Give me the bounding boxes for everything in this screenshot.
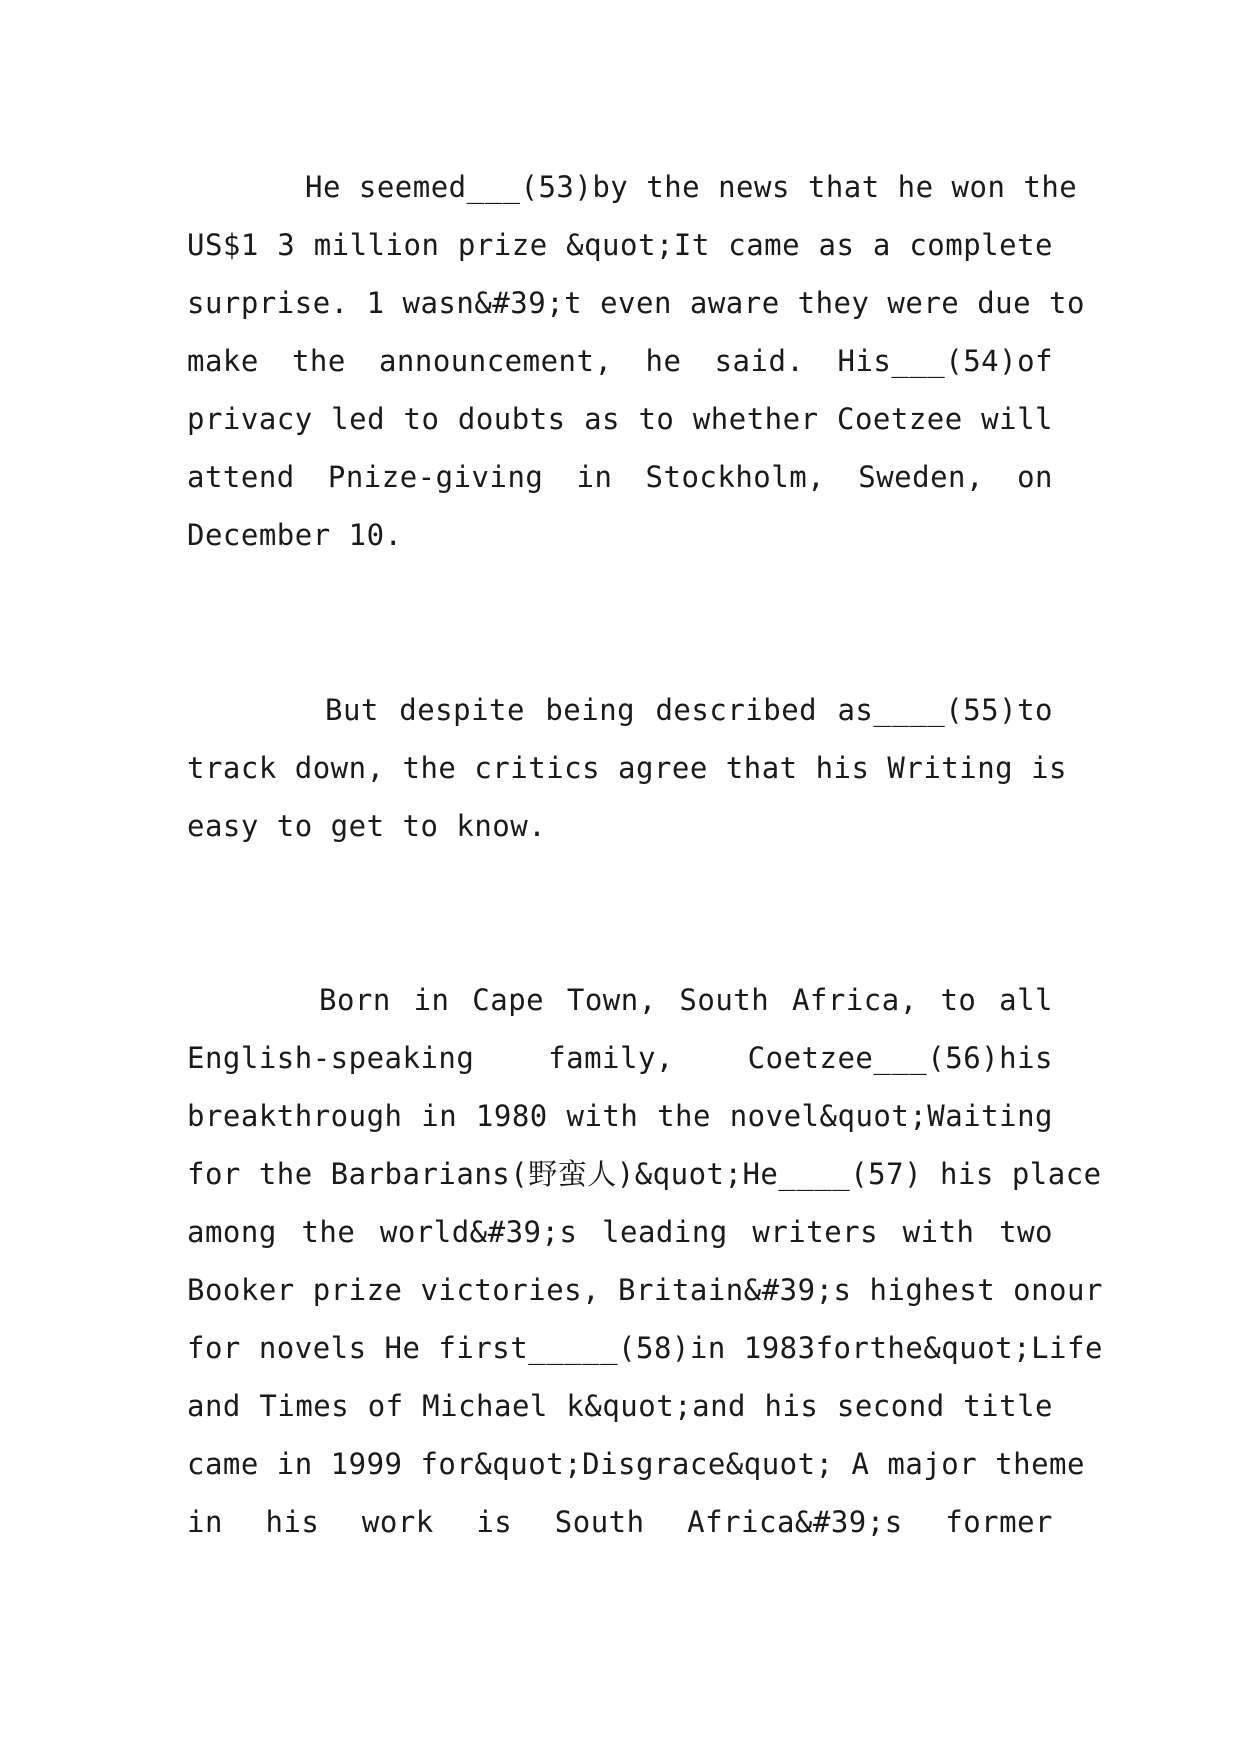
paragraph-2: [187, 681, 1068, 855]
text-line: surprise. 1 wasn&#39;t even aware they were due to: [187, 286, 1085, 320]
text-line: privacy led to doubts as to whether Coetzee will: [187, 402, 1053, 436]
text-line: attend Pnize-giving in Stockholm, Sweden, on: [187, 460, 1053, 494]
text-line: easy to get to know.: [187, 809, 547, 843]
text-line: Booker prize victories, Britain&#39;s highest onour: [187, 1273, 1103, 1307]
text-line: among the world&#39;s leading writers with two: [187, 1215, 1053, 1249]
text-line: and Times of Michael k&quot;and his second title: [187, 1389, 1053, 1423]
text-line: Born in Cape Town, South Africa, to all: [319, 983, 1053, 1017]
text-line: for the Barbarians(野蛮人)&quot;He____(57) his place: [187, 1157, 1102, 1191]
text-line: make the announcement, he said. His___(54)of: [187, 344, 1053, 378]
text-line: for novels He first_____(58)in 1983forthe&quot;Life: [187, 1331, 1103, 1365]
text-line: came in 1999 for&quot;Disgrace&quot; A major theme: [187, 1447, 1085, 1481]
text-line: But despite being described as____(55)to: [325, 693, 1053, 727]
text-line: December 10.: [187, 518, 403, 552]
text-line: track down, the critics agree that his Writing is: [187, 751, 1068, 785]
text-line: in his work is South Africa&#39;s former: [187, 1505, 1053, 1539]
text-line: US$1 3 million prize &quot;It came as a complete: [187, 228, 1053, 262]
text-line: breakthrough in 1980 with the novel&quot;Waiting: [187, 1099, 1053, 1133]
paragraph-1: [187, 158, 1085, 564]
text-line: He seemed___(53)by the news that he won the: [305, 170, 1078, 204]
text-line: English-speaking family, Coetzee___(56)his: [187, 1041, 1053, 1075]
paragraph-3: [187, 971, 1103, 1551]
